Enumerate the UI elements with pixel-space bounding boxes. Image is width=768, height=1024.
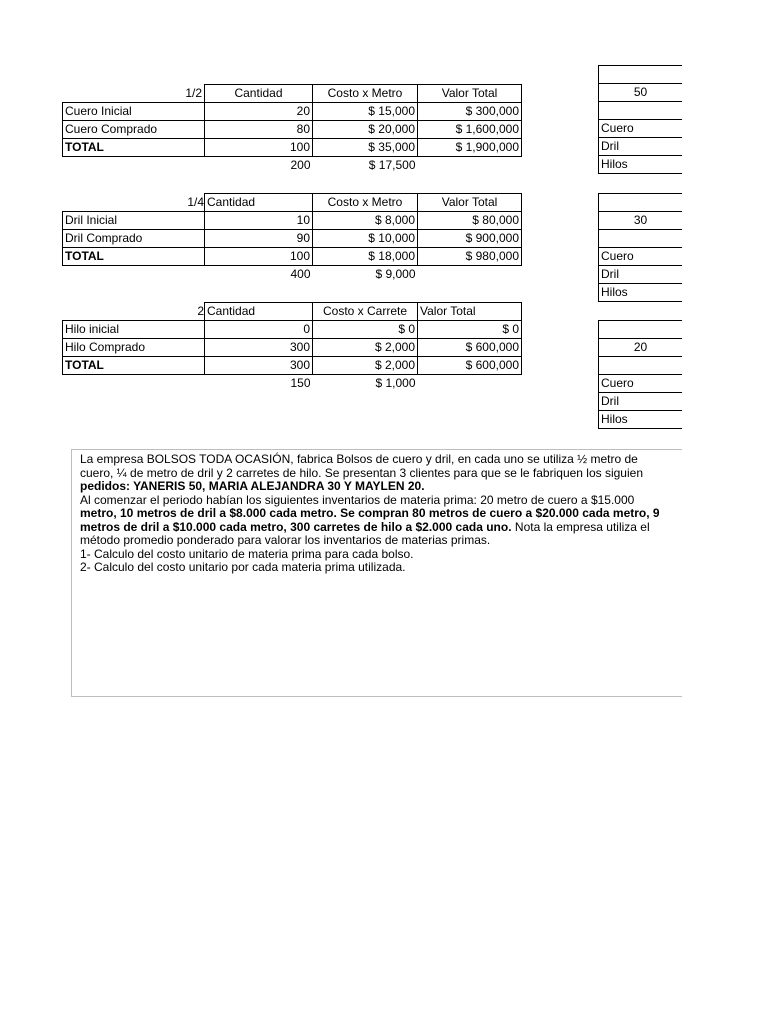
table-row [63, 357, 522, 375]
cell-valor: $ 980,000 [418, 248, 522, 266]
cell-cantidad: 90 [205, 230, 313, 248]
side-qty: 20 [599, 339, 683, 357]
table-row [63, 157, 522, 175]
cell-costo: $ 9,000 [375, 267, 416, 281]
side-item: Hilos [599, 284, 683, 302]
table-row [63, 339, 522, 357]
cell-valor: $ 600,000 [418, 357, 522, 375]
note-line: cuero, ¼ de metro de dril y 2 carretes de hilo. Se presentan 3 clientes para que se le fabriquen los siguien [80, 465, 643, 480]
header-cantidad: Cantidad [205, 194, 313, 212]
cell-cantidad: 100 [205, 139, 313, 157]
table-row [63, 266, 522, 284]
empty-cell [599, 321, 683, 339]
cell-cantidad: 0 [205, 321, 313, 339]
header-valor: Valor Total [418, 303, 522, 321]
cell-cantidad: 300 [205, 339, 313, 357]
hilo-factor: 2 [197, 303, 204, 318]
row-label: Hilo inicial [63, 321, 205, 339]
side-item: Dril [599, 138, 683, 156]
hilo-table [62, 302, 522, 392]
table-row [63, 212, 522, 230]
empty-cell [599, 102, 683, 120]
table-row [63, 321, 522, 339]
row-label: Hilo Comprado [63, 339, 205, 357]
empty-cell [599, 194, 683, 212]
header-costo: Costo x Carrete [313, 303, 418, 321]
cell-cantidad: 10 [205, 212, 313, 230]
empty-cell [599, 230, 683, 248]
side-item: Hilos [599, 411, 683, 429]
cell-valor: $ 900,000 [418, 230, 522, 248]
note-line: método promedio ponderado para valorar los inventarios de materias primas. [80, 533, 491, 547]
cell-valor: $ 300,000 [418, 103, 522, 121]
cell-valor: $ 1,600,000 [418, 121, 522, 139]
cell-costo: $ 1,000 [375, 376, 416, 390]
cell-cantidad: 80 [205, 121, 313, 139]
row-label: TOTAL [63, 139, 205, 157]
row-label: TOTAL [63, 357, 205, 375]
side-qty: 30 [599, 212, 683, 230]
side-item: Cuero [599, 120, 683, 138]
cell-costo: $ 15,000 [313, 103, 418, 121]
header-cantidad: Cantidad [205, 85, 313, 103]
cell-cantidad: 100 [205, 248, 313, 266]
row-label: Dril Inicial [63, 212, 205, 230]
table-row [63, 230, 522, 248]
side-item: Dril [599, 393, 683, 411]
cell-cantidad: 300 [205, 357, 313, 375]
cell-cantidad: 400 [290, 267, 311, 281]
cell-costo: $ 18,000 [313, 248, 418, 266]
note-line: 1- Calculo del costo unitario de materia prima para cada bolso. [80, 546, 414, 561]
side-qty: 50 [599, 84, 683, 102]
note-line: La empresa BOLSOS TODA OCASIÓN, fabrica Bolsos de cuero y dril, en cada uno se utiliza ½ metro de [80, 452, 638, 466]
header-costo: Costo x Metro [313, 194, 418, 212]
cuero-factor: 1/2 [185, 85, 202, 100]
empty-cell [599, 357, 683, 375]
cell-cantidad: 150 [290, 376, 311, 390]
header-valor: Valor Total [418, 194, 522, 212]
cuero-table [62, 84, 522, 174]
header-cantidad: Cantidad [205, 303, 313, 321]
side-item: Dril [599, 266, 683, 284]
header-costo: Costo x Metro [313, 85, 418, 103]
row-label: Dril Comprado [63, 230, 205, 248]
table-row [63, 121, 522, 139]
note-line: Al comenzar el periodo habían los siguientes inventarios de materia prima: 20 metro de cuero a $15.000 [80, 492, 635, 507]
cell-costo: $ 2,000 [313, 357, 418, 375]
table-row [63, 375, 522, 393]
note-line: pedidos: YANERIS 50, MARIA ALEJANDRA 30 Y MAYLEN 20. [80, 479, 425, 493]
note-line-normal: Nota la empresa utiliza el [511, 519, 650, 534]
row-label: Cuero Comprado [63, 121, 205, 139]
dril-table [62, 193, 522, 283]
cell-costo: $ 8,000 [313, 212, 418, 230]
cell-costo: $ 35,000 [313, 139, 418, 157]
note-line [80, 521, 674, 535]
cell-costo: $ 10,000 [313, 230, 418, 248]
cell-costo: $ 2,000 [313, 339, 418, 357]
side-item: Cuero [599, 248, 683, 266]
problem-statement-box [71, 449, 682, 697]
cell-valor: $ 80,000 [418, 212, 522, 230]
table-row [63, 139, 522, 157]
row-label: TOTAL [63, 248, 205, 266]
dril-factor: 1/4 [187, 194, 204, 209]
note-line-bold: metros de dril a $10.000 cada metro, 300 carretes de hilo a $2.000 cada uno. [80, 519, 512, 534]
side-item: Cuero [599, 375, 683, 393]
cell-valor: $ 600,000 [418, 339, 522, 357]
note-line: metro, 10 metros de dril a $8.000 cada metro. Se compran 80 metros de cuero a $20.000 cada metro, 9 [80, 506, 660, 520]
table-row [63, 248, 522, 266]
cell-costo: $ 0 [313, 321, 418, 339]
side-item: Hilos [599, 156, 683, 174]
note-line: 2- Calculo del costo unitario por cada materia prima utilizada. [80, 560, 406, 574]
cell-costo: $ 20,000 [313, 121, 418, 139]
table-row [63, 103, 522, 121]
cell-valor: $ 1,900,000 [418, 139, 522, 157]
cell-cantidad: 20 [205, 103, 313, 121]
side-table-maria [598, 193, 682, 302]
header-valor: Valor Total [418, 85, 522, 103]
cell-cantidad: 200 [290, 158, 311, 172]
empty-cell [599, 66, 683, 84]
row-label: Cuero Inicial [63, 103, 205, 121]
cell-costo: $ 17,500 [368, 158, 416, 172]
side-table-maylen [598, 320, 682, 429]
side-table-yaneris [598, 65, 682, 174]
cell-valor: $ 0 [418, 321, 522, 339]
